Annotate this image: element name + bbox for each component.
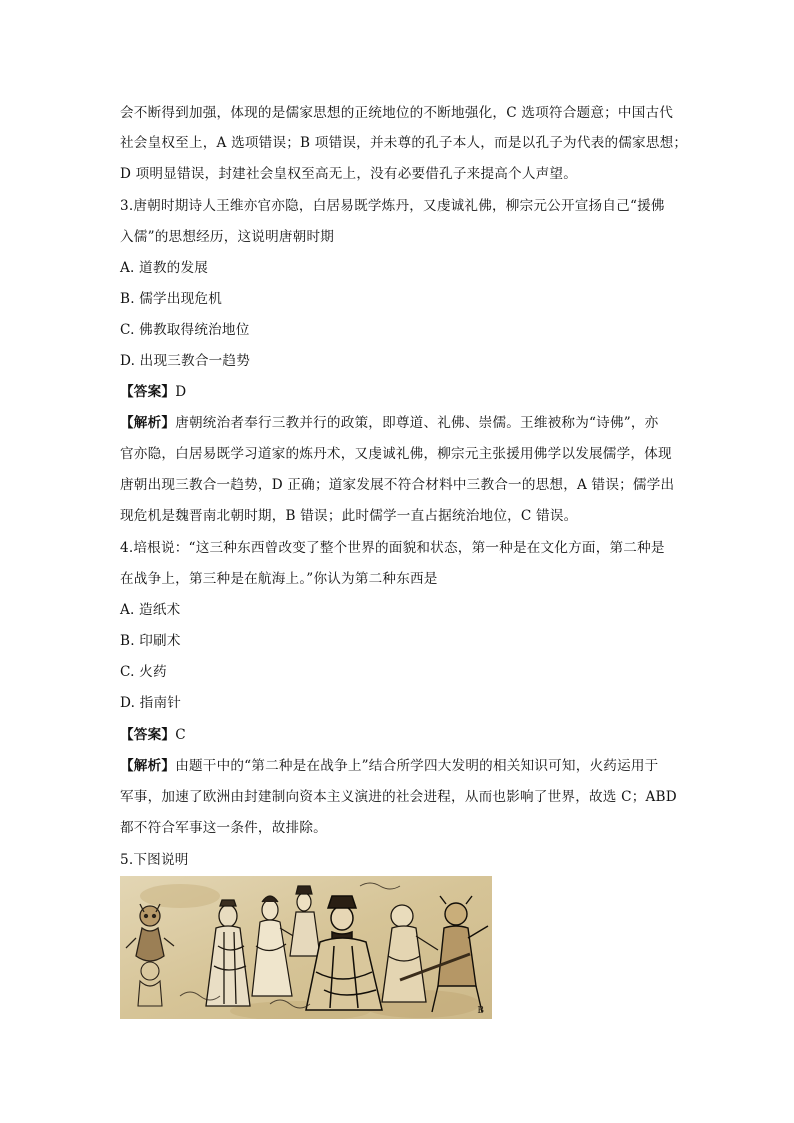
answer-value: D — [175, 384, 187, 400]
question-3-option-d: D. 出现三教合一趋势 — [120, 353, 251, 369]
question-4-option-c: C. 火药 — [120, 664, 167, 680]
question-5-stem: 5.下图说明 — [120, 852, 189, 868]
analysis-label: 【解析】 — [120, 415, 176, 431]
text-line: 社会皇权至上，A 选项错误；B 项错误，并未尊的孔子本人，而是以孔子为代表的儒家思想； — [120, 135, 688, 151]
ink-painting-figure — [120, 876, 492, 1019]
analysis-text: 唐朝统治者奉行三教并行的政策，即尊道、礼佛、崇儒。王维被称为“诗佛”，亦 — [175, 415, 659, 431]
question-4-stem: 在战争上，第三种是在航海上。”你认为第二种东西是 — [120, 571, 438, 587]
question-3-stem: 3.唐朝时期诗人王维亦官亦隐，白居易既学炼丹，又虔诚礼佛，柳宗元公开宣扬自己“援佛 — [120, 198, 665, 214]
analysis-text: 由题干中的“第二种是在战争上”结合所学四大发明的相关知识可知，火药运用于 — [175, 758, 659, 774]
question-4-stem: 4.培根说：“这三种东西曾改变了整个世界的面貌和状态，第一种是在文化方面，第二种是 — [120, 540, 665, 556]
question-3-option-c: C. 佛教取得统治地位 — [120, 322, 250, 338]
question-4-answer — [120, 725, 680, 745]
question-4-analysis: 都不符合军事这一条件，故排除。 — [120, 820, 327, 836]
figure-corner-letter: B — [477, 1006, 484, 1016]
question-3-stem: 入儒”的思想经历，这说明唐朝时期 — [120, 229, 335, 245]
text-line: 会不断得到加强，体现的是儒家思想的正统地位的不断地强化，C 选项符合题意；中国古代 — [120, 105, 674, 121]
question-3-analysis: 唐朝出现三教合一趋势，D 正确；道家发展不符合材料中三教合一的思想，A 错误；儒学出 — [120, 477, 675, 493]
question-4-option-d: D. 指南针 — [120, 695, 182, 711]
answer-label: 【答案】 — [120, 384, 176, 400]
analysis-label: 【解析】 — [120, 758, 176, 774]
question-4-option-b: B. 印刷术 — [120, 633, 181, 649]
question-3-analysis: 官亦隐，白居易既学习道家的炼丹术，又虔诚礼佛，柳宗元主张援用佛学以发展儒学，体现 — [120, 446, 672, 462]
text-line: D 项明显错误，封建社会皇权至高无上，没有必要借孔子来提高个人声望。 — [120, 166, 578, 182]
answer-value: C — [175, 727, 186, 743]
question-3-option-b: B. 儒学出现危机 — [120, 291, 222, 307]
question-3-answer — [120, 382, 680, 402]
question-3-analysis: 现危机是魏晋南北朝时期，B 错误；此时儒学一直占据统治地位，C 错误。 — [120, 508, 578, 524]
question-3-option-a: A. 道教的发展 — [120, 260, 209, 276]
question-3-analysis — [120, 413, 680, 433]
question-4-option-a: A. 造纸术 — [120, 602, 181, 618]
answer-label: 【答案】 — [120, 727, 176, 743]
painting-illustration — [120, 876, 492, 1019]
question-4-analysis — [120, 756, 680, 776]
question-4-analysis: 军事，加速了欧洲由封建制向资本主义演进的社会进程，从而也影响了世界，故选 C；ABD — [120, 789, 677, 805]
